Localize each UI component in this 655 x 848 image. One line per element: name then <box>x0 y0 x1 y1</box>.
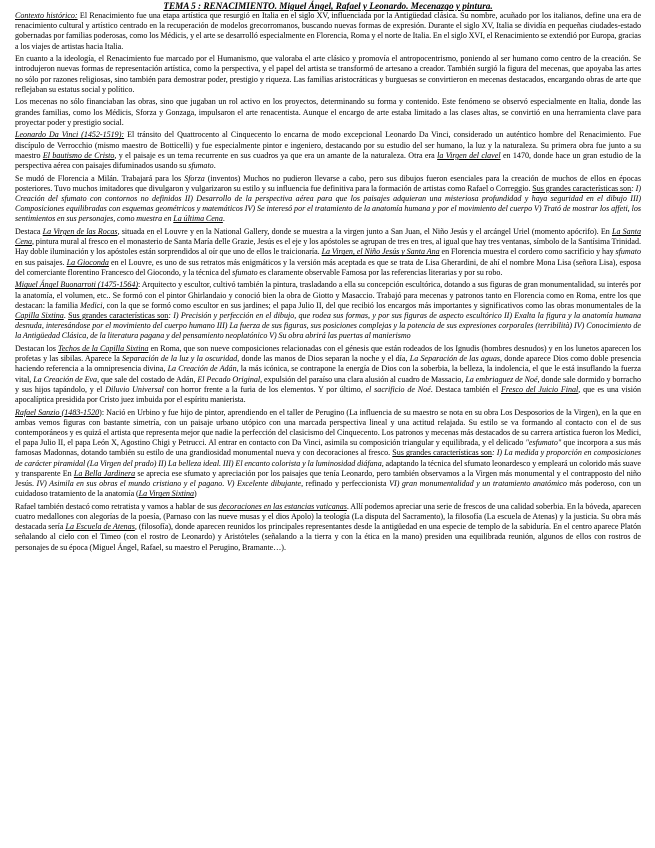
work-title: La Virgen de las Rocas <box>42 227 118 237</box>
work-title: La última Cena <box>173 214 223 224</box>
raphael-paragraph-1: Rafael Sanzio (1483-1520): Nació en Urbino y fue hijo de pintor, aprendiendo en el taller de Perugino (La influencia de su maestro se nota en su obra Los Desposorios de la Virgen), en la que en ambas vemos figuras con bastante simetría, con un paisaje urbano utópico con una marcada perspectiva lineal y una actitud relajada. Su estilo se va formando al contacto con el de sus contemporáneos y es quizá el artista que representa mejor que nadie la perfección del clasicismo del Cinquecento. Los patronos y mecenas más destacados de su carrera artística fueron los Medici, el papa Julio II, el papa León X, Agostino Chigi y Petrucci. Al entrar en contacto con Da Vinci, asimila su composición triangular y equilibrada, y el delicado "esfumato" que incorpora a sus más famosas Madonnas, dotando también su estilo de una grandiosidad monumental nueva y con decoraciones al fresco. Sus grandes características son: I) La medida y proporción en composiciones de carácter piramidal (La Virgen del prado) II) La belleza ideal. III) El encanto colorista y la luminosidad diáfana, adaptando la técnica del sfumato leonardesco y empleará un colorido más suave y transparente En La Bella Jardinera se aprecia ese sfumato y apreciación por los paisajes que tenía Leonardo, pero también observamos a la Virgen más monumental y el contrapposto del niño Jesús. IV) Asimila en sus obras el mundo cristiano y el pagano. V) Excelente dibujante, refinado y perfeccionista VI) gran monumentalidad y un tratamiento anatómico más poderoso, con un cuidadoso tratamiento de la anatomía (La Virgen Sixtina) <box>15 407 642 499</box>
raphael-heading: Rafael Sanzio (1483-1520 <box>15 407 100 417</box>
work-title: La Santa Cena <box>15 227 641 247</box>
ideology-paragraph: En cuanto a la ideología, el Renacimiento fue marcado por el Humanismo, que valoraba el arte clásico y promovía el antropocentrismo, poniendo al ser humano como centro de la creación. Se introdujeron nuevas formas de representación artística, como la perspectiva, y el papel del artista se transformó de artesano a creador. También surgió la figura del mecenas, que apoyaba las artes no sólo por razones religiosas, sino también para demostrar poder, prestigio y riqueza. Las familias aristocráticas y burguesas se convirtieron en mecenas destacados, encargando obras de arte que reflejaban su estatus social y político. <box>15 54 641 94</box>
patrons-paragraph: Los mecenas no sólo financiaban las obras, sino que jugaban un rol activo en los proyectos, determinando su forma y contenido. Este fenómeno se observó especialmente en Italia, donde las grandes familias, como los Médicis, Sforza y Gonzaga, impulsaron el arte renacentista. Aunque el encargo de arte estaba limitado a las clases altas, se convirtió en una herramienta clave para proyectar poder y prestigio social. <box>15 97 641 127</box>
intro-heading: Contexto histórico: <box>15 11 78 20</box>
characteristics-label: Sus grandes características son <box>532 183 632 193</box>
work-title: La Escuela de Atenas <box>65 522 135 532</box>
work-title: Fresco del Juicio Final <box>501 384 579 394</box>
work-title: La Bella Jardinera <box>73 468 136 478</box>
work-title: Techos de la Capilla Sixtina <box>57 344 149 354</box>
characteristics-label: Sus grandes características son <box>68 311 169 321</box>
work-title: la Virgen del clavel <box>437 150 501 160</box>
leonardo-paragraph-2: Se mudó de Florencia a Milán. Trabajará para los Sforza (inventos) Muchos no pudieron llevarse a cabo, pero sus dibujos fueron esenciales para la creación de muchos de ellos en épocas posteriores. Tuvo muchos imitadores que divulgaron y vulgarizaron su estilo y su influencia fue definitiva para la formación de artistas como Rafael o Correggio. Sus grandes características son: I) Creación del sfumato con contornos no definidos II) Desarrollo de la perspectiva aérea para que los paisajes adquieran una misteriosa profundidad y haya seguridad en el dibujo III) Composiciones equilibradas con esquemas geométricos y matemáticos IV) Se interesó por el tratamiento de la anatomía humana y por el movimiento del cuerpo V) Trató de mostrar los affeti, los sentimientos en sus personajes, como muestra en La última Cena. <box>15 173 641 224</box>
work-title: Capilla Sixtina <box>15 311 64 321</box>
work-title: El bautismo de Cristo <box>42 150 115 160</box>
work-title: La Virgen Sixtina <box>138 489 195 499</box>
raphael-paragraph-2: Rafael también destacó como retratista y vamos a hablar de sus decoraciones en las estancias vaticanas. Allí podemos apreciar una serie de frescos de una calidad soberbia. En la bóveda, aparecen cuatro medallones con alegorías de la poesía, (Parnaso con las nueve musas y el dios Apolo) la teología (La disputa del Sacramento), la filosofía (La escuela de Atenas) y la justicia. Su obra más destacada sería La Escuela de Atenas, (filosofía), donde aparecen reunidos los principales representantes desde la antigüedad en una especie de templo de la sabiduría. En el centro aparece Platón señalando al cielo con el Timeo (con el rostro de Leonardo) y Aristóteles (señalando a la tierra y con la ética en la mano) presiden una equilibrada reunión, algunos de ellos con rostros de personajes de su época (Miguel Ángel, Rafael, su maestro el Perugino, Bramante…). <box>15 501 641 552</box>
intro-paragraph: Contexto histórico: El Renacimiento fue una etapa artística que resurgió en Italia en el siglo XV, influenciada por la Antigüedad clásica. Su nombre, acuñado por los italianos, define una era de renacimiento cultural y artístico centrado en la recuperación de modelos grecorromanos, buscando nuevas formas de expresión. Durante el siglo XV, Italia se dividía en pequeñas ciudades-estado gobernadas por familias poderosas, como los Médicis, y el arte se desarrolló especialmente en Florencia, Roma y el norte de Italia. En el siglo XVI, el Renacimiento se extendió por Europa, gracias a los viajes de artistas hacia Italia. <box>15 11 642 51</box>
work-title: La Gioconda <box>66 257 109 267</box>
leonardo-paragraph-3: Destaca La Virgen de las Rocas, situada en el Louvre y en la National Gallery, donde se muestra a la virgen junto a San Juan, el Niño Jesús y el arcángel Uriel (momento apócrifo). En La Santa Cena, pintura mural al fresco en el monasterio de Santa María delle Grazie, Jesús es el eje y los apóstoles se agrupan de tres en tres, al igual que hay tres ventanas, símbolo de la Santísima Trinidad. Hay doble iluminación y los apóstoles están sorprendidos al oír que uno de ellos le traicionaría. La Virgen, el Niño Jesús y Santa Ana en Florencia muestra el cordero como sacrificio y hay sfumato en sus paisajes. La Gioconda en el Louvre, es uno de sus retratos más enigmáticos y la versión más aceptada es que se trata de Lisa Gherardini, de ahí el nombre Mona Lisa (señora Lisa), esposa del comerciante florentino Francesco del Giocondo, y la técnica del sfumato es claramente observable Famosa por las referencias literarias y por su robo. <box>15 227 642 277</box>
work-title: decoraciones en las estancias vaticanas <box>218 501 347 511</box>
work-title: La Virgen, el Niño Jesús y Santa Ana <box>321 247 440 257</box>
michelangelo-paragraph-2: Destacan los Techos de la Capilla Sixtina en Roma, que son nueve composiciones relacionadas con el génesis que están rodeados de los Ignudis (hombres desnudos) y en los lunetos aparecen los profetas y las sibilas. Aparece la Separación de la luz y la oscuridad, donde las manos de Dios separan la noche y el día, La Separación de las aguas, donde aparece Dios como doble presencia haciendo referencia a la omnipresencia divina, La Creación de Adán, la más icónica, se contrapone la energía de Dios con la soberbia, la belleza, la indolencia, el que le está insuflando la fuerza vital, La Creación de Eva, que sale del costado de Adán, El Pecado Original, expulsión del paraíso una clara alusión al cuadro de Massacio, La embriaguez de Noé, donde sale dormido y borracho y sus hijos tapándolo, y el Diluvio Universal con horror frente a la furia de los elementos. Y por último, el sacrificio de Noé. Destaca también el Fresco del Juicio Final, que es una visión apocalíptica presidida por Cristo juez imbuida por el espíritu manierista. <box>15 344 642 405</box>
michelangelo-paragraph-1: Miguel Ángel Buonarroti (1475-1564): Arquitecto y escultor, cultivó también la pintura, trasladando a ella su concepción escultórica, dotando a sus figuras de gran monumentalidad, su interés por la anatomía, el volumen, etc.. Se formó con el pintor Ghirlandaio y conoció bien la obra de Giotto y Masaccio. Trabajó para mecenas y patronos tanto en Florencia como en Roma, entre los que destacan: la familia Medici, con la que se formó como escultor en sus jardines; el papa Julio II, del que recibió los encargos más importantes y significativos como las obras monumentales de la Capilla Sixtina. Sus grandes características son: I) Precisión y perfección en el dibujo, que rodea sus formas, y por sus figuras de aspecto escultórico II) Exalta la figura y la anatomía humana desnuda, interesándose por el movimiento del cuerpo humano III) La fuerza de sus figuras, sus posiciones complejas y la potencia de sus expresiones corporales (terribilità) IV) Conocimiento de la Antigüedad Clásica, de la literatura pagana y del pensamiento neoplatónico V) Su obra abrirá las puertas al manierismo <box>15 280 642 341</box>
page-title: TEMA 5 : RENACIMIENTO. Miguel Ángel, Rafael y Leonardo. Mecenazgo y pintura. <box>163 1 493 11</box>
leonardo-paragraph-1: Leonardo Da Vinci (1452-1519): El tránsito del Quattrocento al Cinquecento lo encarna de modo excepcional Leonardo Da Vinci, considerado un auténtico hombre del Renacimiento. Fue discípulo de Verrocchio (mismo maestro de Botticelli) y fue especialmente pintor e ingeniero, destacando por su estudio del ser humano, la luz y la naturaleza. Su primera obra fue junto a su maestro El bautismo de Cristo, y el paisaje es un tema recurrente en sus cuadros ya que era un amante de la naturaleza. Otra era la Virgen del clavel en 1470, donde hace un gran estudio de la perspectiva aérea con paisajes difuminados usando su sfumato. <box>15 130 641 171</box>
michelangelo-heading: Miguel Ángel Buonarroti (1475-1564) <box>15 280 139 290</box>
leonardo-heading: Leonardo Da Vinci (1452-1519): <box>15 130 125 140</box>
characteristics-label: Sus grandes características son <box>392 448 492 458</box>
